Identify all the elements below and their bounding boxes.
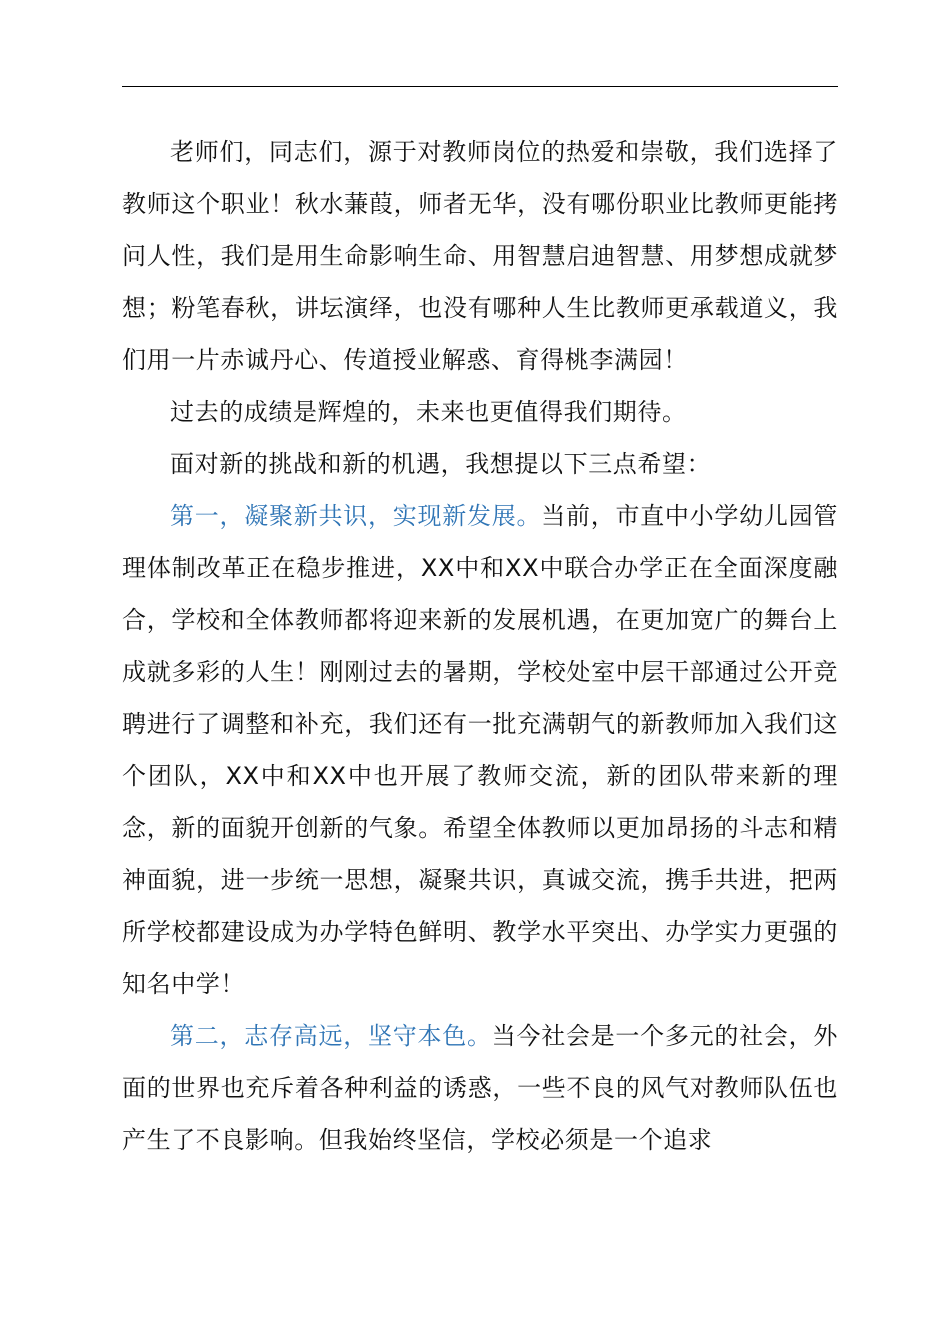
hope-two-heading: 第二，志存高远，坚守本色。 xyxy=(170,1022,492,1050)
hope-two-body: 当今社会是一个多元的社会，外面的世界也充斥着各种利益的诱惑，一些不良的风气对教师队伍也产生了不良影响。但我始终坚信，学校必须是一个追求 xyxy=(122,1022,838,1154)
hope-one-heading: 第一，凝聚新共识，实现新发展。 xyxy=(170,502,542,530)
paragraph-three-hopes-intro: 面对新的挑战和新的机遇，我想提以下三点希望： xyxy=(170,450,712,478)
document-body xyxy=(122,126,838,1166)
header-rule xyxy=(122,86,838,87)
paragraph-past-achievements: 过去的成绩是辉煌的，未来也更值得我们期待。 xyxy=(170,398,687,426)
paragraph-opening: 老师们，同志们，源于对教师岗位的热爱和崇敬，我们选择了教师这个职业！秋水蒹葭，师者无华，没有哪份职业比教师更能拷问人性，我们是用生命影响生命、用智慧启迪智慧、用梦想成就梦想；粉笔春秋，讲坛演绎，也没有哪种人生比教师更承载道义，我们用一片赤诚丹心、传道授业解惑、育得桃李满园！ xyxy=(122,138,838,374)
hope-one-body: 当前，市直中小学幼儿园管理体制改革正在稳步推进，XX中和XX中联合办学正在全面深度融合，学校和全体教师都将迎来新的发展机遇，在更加宽广的舞台上成就多彩的人生！刚刚过去的暑期，学校处室中层干部通过公开竞聘进行了调整和补充，我们还有一批充满朝气的新教师加入我们这个团队，XX中和XX中也开展了教师交流，新的团队带来新的理念，新的面貌开创新的气象。希望全体教师以更加昂扬的斗志和精神面貌，进一步统一思想，凝聚共识，真诚交流，携手共进，把两所学校都建设成为办学特色鲜明、教学水平突出、办学实力更强的知名中学！ xyxy=(122,502,839,998)
paragraph-hope-two xyxy=(122,1010,838,1166)
paragraph-hope-one xyxy=(122,490,838,1010)
